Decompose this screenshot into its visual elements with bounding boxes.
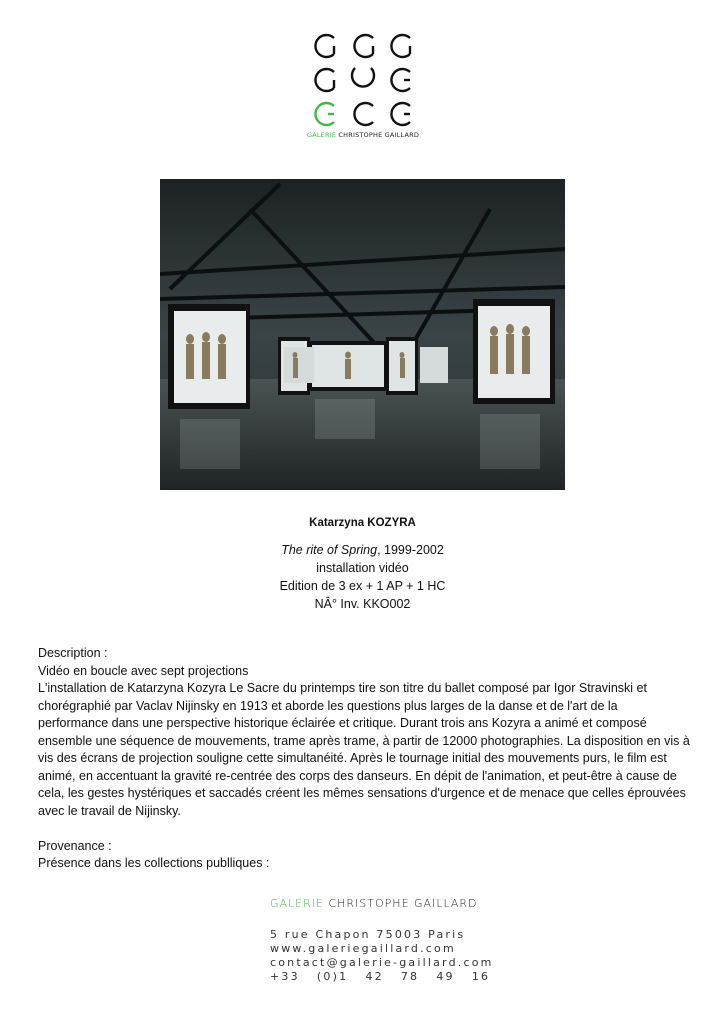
description-section <box>38 645 690 873</box>
logo-mark-icon <box>312 30 414 128</box>
description-heading: Description : <box>38 646 108 660</box>
collections-heading: Présence dans les collections publliques : <box>38 856 270 870</box>
logo-caption <box>300 131 426 139</box>
artwork-medium: installation vidéo <box>316 561 409 575</box>
footer-name-galerie: GALERIE <box>270 897 324 910</box>
logo-caption-galerie: GALERIE <box>306 131 337 139</box>
artwork-details <box>0 541 725 613</box>
description-subtitle: Vidéo en boucle avec sept projections <box>38 663 249 678</box>
logo-caption-name: CHRISTOPHE GAILLARD <box>338 131 420 139</box>
artwork-inventory: NÂ° Inv. KKO002 <box>314 597 411 611</box>
artwork-title: The rite of Spring <box>281 543 378 557</box>
installation-photo <box>160 179 565 490</box>
footer-gallery-name <box>270 897 477 910</box>
footer-website[interactable]: www.galeriegaillard.com <box>270 942 456 955</box>
artist-name: Katarzyna KOZYRA <box>309 517 416 529</box>
gallery-logo <box>312 30 414 128</box>
description-body: L'installation de Katarzyna Kozyra Le Sacre du printemps tire son titre du ballet composé par Igor Stravinski et chorégraphié par Vaclav Nijinsky en 1913 et aborde les questions plus larges de la danse et de l'art de la performance dans une perspective historique éclairée et critique. Durant trois ans Kozyra a animé et composé ensemble une séquence de mouvements, trame après trame, à partir de 12000 photographies. La disposition en vis à vis des écrans de projection souligne cette simultanéité. Après le tournage initial des mouvements purs, le film est animé, en accentuant la gravité re-centrée des corps des danseurs. En dépit de l'animation, et peut-être à cause de cela, les gestes hystériques et saccadés créent les mêmes sensations d'urgence et de menace que celles éprouvées avec le travail de Nijinsky. <box>38 681 690 818</box>
footer-address: 5 rue Chapon 75003 Paris <box>270 928 466 941</box>
title-line <box>0 541 725 559</box>
artwork-edition: Edition de 3 ex + 1 AP + 1 HC <box>279 579 446 593</box>
artwork-year: , 1999-2002 <box>377 543 444 557</box>
footer-name-rest: CHRISTOPHE GAILLARD <box>328 897 478 910</box>
provenance-heading: Provenance : <box>38 838 112 853</box>
footer-phone: +33 (0)1 42 78 49 16 <box>270 970 491 983</box>
footer-contact <box>270 928 494 984</box>
footer-email[interactable]: contact@galerie-gaillard.com <box>270 956 494 969</box>
